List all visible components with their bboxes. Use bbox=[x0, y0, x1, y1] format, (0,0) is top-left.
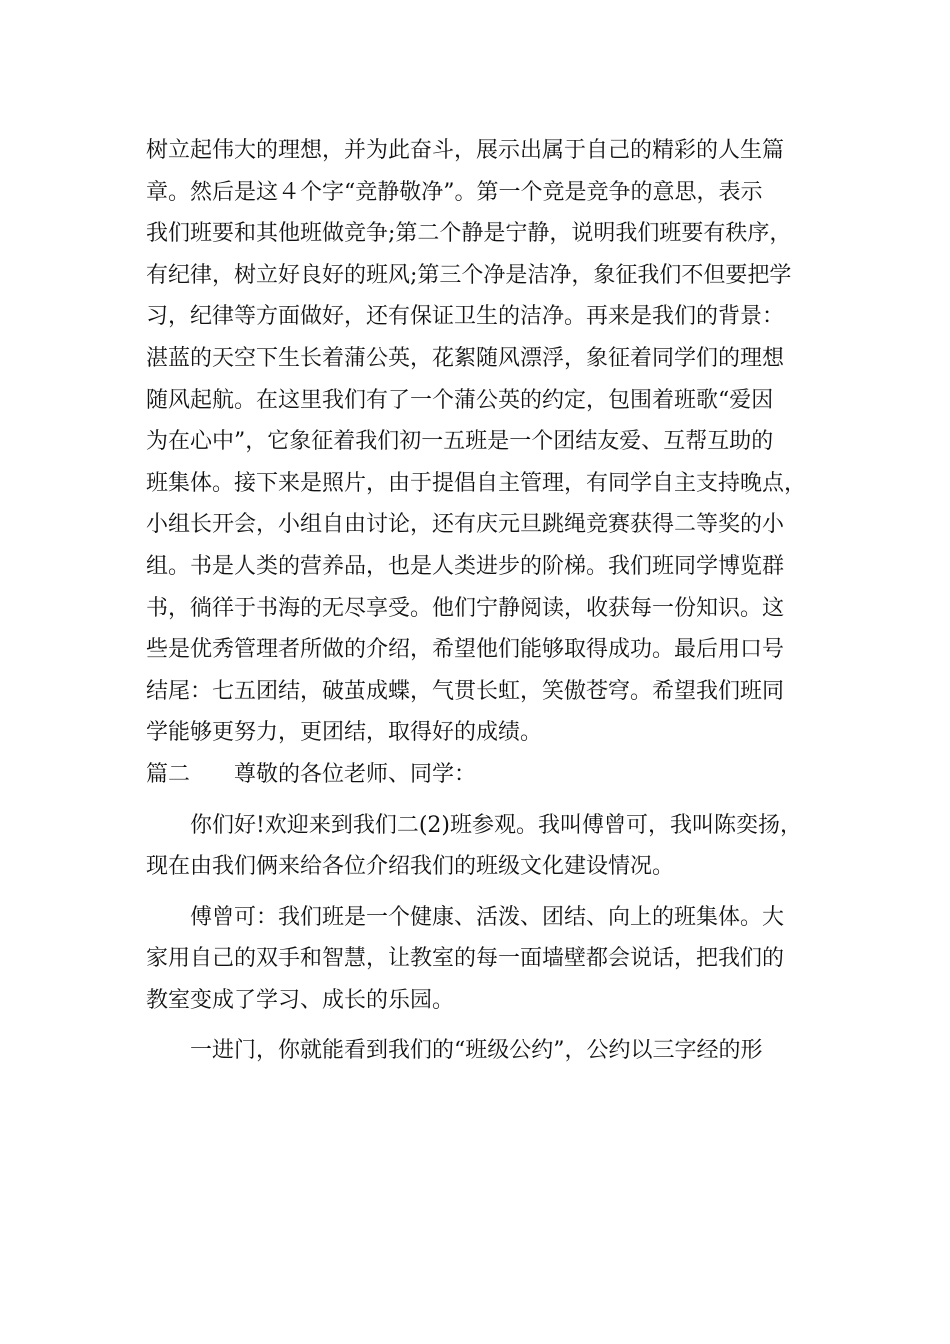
greeting-text: 尊敬的各位老师、同学： bbox=[234, 761, 477, 787]
paragraph-spacer bbox=[146, 1021, 836, 1030]
paragraph-3 bbox=[146, 897, 836, 1022]
text-line: 教室变成了学习、成长的乐园。 bbox=[146, 987, 455, 1013]
text-line: 小组长开会，小组自由讨论，还有庆元旦跳绳竞赛获得二等奖的小 bbox=[146, 512, 785, 538]
paragraph-spacer bbox=[146, 888, 836, 897]
paragraph-2 bbox=[146, 805, 836, 888]
section-heading bbox=[146, 754, 836, 796]
paragraph-4 bbox=[146, 1030, 836, 1072]
document-body bbox=[146, 130, 836, 1072]
text-line: 现在由我们俩来给各位介绍我们的班级文化建设情况。 bbox=[146, 854, 675, 880]
text-line: 树立起伟大的理想，并为此奋斗，展示出属于自己的精彩的人生篇 bbox=[146, 138, 785, 163]
paragraph-spacer bbox=[146, 796, 836, 805]
text-line: 湛蓝的天空下生长着蒲公英，花絮随风漂浮，象征着同学们的理想 bbox=[146, 345, 785, 371]
text-line: 一进门，你就能看到我们的“班级公约”，公约以三字经的形 bbox=[190, 1038, 763, 1064]
text-line: 班集体。接下来是照片，由于提倡自主管理，有同学自主支持晚点， bbox=[146, 470, 807, 496]
text-line: 结尾：七五团结，破茧成蝶，气贯长虹，笑傲苍穹。希望我们班同 bbox=[146, 678, 785, 704]
text-line: 习，纪律等方面做好，还有保证卫生的洁净。再来是我们的背景： bbox=[146, 304, 785, 330]
section-label: 篇二 bbox=[146, 761, 191, 787]
text-line: 书，徜徉于书海的无尽享受。他们宁静阅读，收获每一份知识。这 bbox=[146, 595, 785, 621]
text-line: 傅曾可：我们班是一个健康、活泼、团结、向上的班集体。大 bbox=[190, 904, 785, 930]
text-line: 学能够更努力，更团结，取得好的成绩。 bbox=[146, 720, 543, 746]
text-line: 章。然后是这４个字“竞静敬净”。第一个竞是竞争的意思，表示 bbox=[146, 179, 763, 205]
text-line: 些是优秀管理者所做的介绍，希望他们能够取得成功。最后用口号 bbox=[146, 637, 785, 663]
text-line: 我们班要和其他班做竞争;第二个静是宁静，说明我们班要有秩序， bbox=[146, 221, 792, 247]
text-line: 随风起航。在这里我们有了一个蒲公英的约定，包围着班歌“爱因 bbox=[146, 387, 774, 413]
text-line: 为在心中”，它象征着我们初一五班是一个团结友爱、互帮互助的 bbox=[146, 429, 774, 455]
text-line: 你们好!欢迎来到我们二(2)班参观。我叫傅曾可，我叫陈奕扬， bbox=[190, 812, 803, 838]
paragraph-1 bbox=[146, 130, 836, 754]
text-line: 有纪律，树立好良好的班风;第三个净是洁净，象征我们不但要把学 bbox=[146, 262, 792, 288]
text-line: 组。书是人类的营养品，也是人类进步的阶梯。我们班同学博览群 bbox=[146, 553, 785, 579]
text-line: 家用自己的双手和智慧，让教室的每一面墙壁都会说话，把我们的 bbox=[146, 946, 785, 972]
